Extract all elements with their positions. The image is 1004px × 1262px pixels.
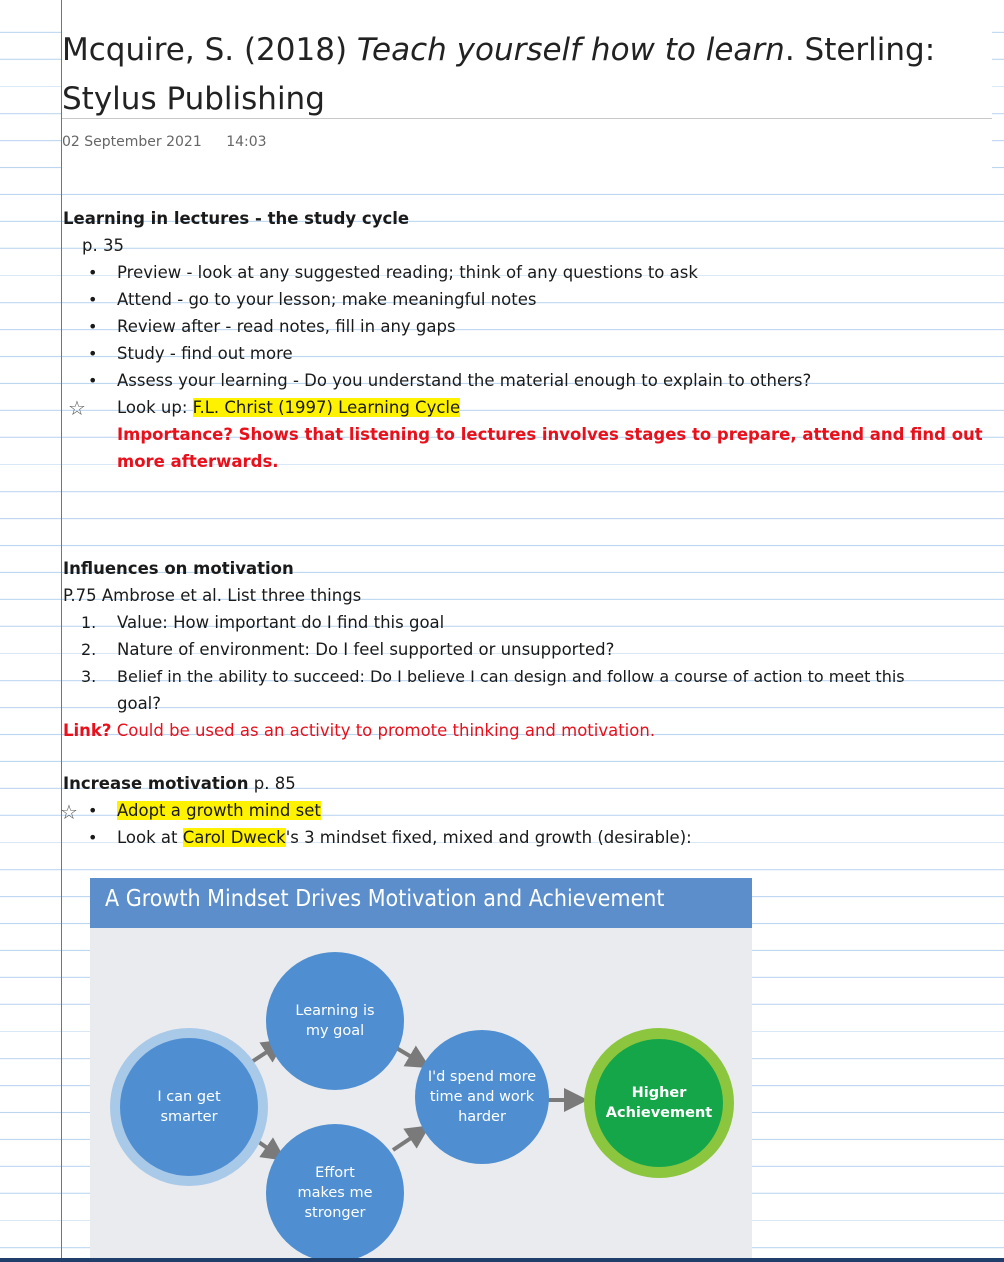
bullet-dot: • [88, 828, 98, 847]
section2-intro[interactable]: P.75 Ambrose et al. List three things [63, 586, 362, 605]
numbered-item-continuation[interactable]: goal? [117, 694, 162, 713]
bullet-dot: • [88, 344, 98, 363]
section1-page-ref[interactable]: p. 35 [82, 236, 124, 255]
bullet-dot: • [88, 801, 98, 820]
lookup-line[interactable] [117, 394, 460, 421]
title-prefix: Mcquire, S. (2018) [62, 32, 357, 68]
bullet-dot: • [88, 263, 98, 282]
list-item[interactable] [117, 824, 692, 851]
margin-line [61, 0, 62, 1262]
page-date: 02 September 2021 [62, 134, 202, 150]
page-date-time [62, 134, 287, 150]
bullet-dot: • [88, 317, 98, 336]
bullet-dot: • [88, 290, 98, 309]
list-item[interactable]: Assess your learning - Do you understand the material enough to explain to others? [117, 371, 812, 390]
dweck-suffix: 's 3 mindset fixed, mixed and growth (desirable): [285, 828, 692, 847]
node-goal: Learning is my goal [266, 952, 404, 1090]
section3-page-ref: p. 85 [248, 774, 296, 793]
list-item[interactable] [117, 797, 321, 824]
section3-heading: Increase motivation [63, 774, 249, 793]
list-number: 2. [81, 640, 97, 659]
section3-heading-line[interactable] [63, 770, 296, 797]
dweck-highlight: Carol Dweck [182, 828, 286, 847]
dweck-prefix: Look at [117, 828, 183, 847]
title-suffix: . Sterling: [784, 32, 936, 68]
numbered-item[interactable]: Value: How important do I find this goal [117, 613, 445, 632]
numbered-item[interactable]: Belief in the ability to succeed: Do I believe I can design and follow a course of action to meet this [117, 667, 905, 686]
link-text: Could be used as an activity to promote thinking and motivation. [111, 721, 656, 740]
link-note[interactable] [63, 717, 655, 744]
list-number: 3. [81, 667, 97, 686]
section2-heading[interactable]: Influences on motivation [63, 559, 294, 578]
star-tag-icon[interactable]: ☆ [60, 800, 78, 824]
bullet-dot: • [88, 371, 98, 390]
section1-heading[interactable]: Learning in lectures - the study cycle [63, 209, 410, 228]
numbered-item[interactable]: Nature of environment: Do I feel supported or unsupported? [117, 640, 615, 659]
arrow-4 [393, 1132, 420, 1150]
list-item[interactable]: Preview - look at any suggested reading; think of any questions to ask [117, 263, 698, 282]
list-number: 1. [81, 613, 97, 632]
list-item[interactable]: Study - find out more [117, 344, 293, 363]
page-time: 14:03 [226, 134, 267, 150]
title-line2: Stylus Publishing [62, 81, 325, 117]
node-effort: Effort makes me stronger [266, 1124, 404, 1262]
importance-line[interactable]: Importance? Shows that listening to lectures involves stages to prepare, attend and find out [117, 425, 983, 444]
list-item[interactable]: Review after - read notes, fill in any gaps [117, 317, 456, 336]
link-label: Link? [63, 721, 112, 740]
figure-title: A Growth Mindset Drives Motivation and Achievement [105, 886, 665, 912]
lookup-highlight: F.L. Christ (1997) Learning Cycle [192, 398, 461, 417]
page-title[interactable] [62, 26, 992, 124]
node-spend: I'd spend more time and work harder [415, 1030, 549, 1164]
list-item[interactable]: Attend - go to your lesson; make meaningful notes [117, 290, 537, 309]
growth-mindset-highlight: Adopt a growth mind set [117, 801, 321, 820]
star-tag-icon[interactable]: ☆ [68, 396, 86, 420]
node-start: I can get smarter [110, 1028, 268, 1186]
importance-line-2[interactable]: more afterwards. [117, 452, 279, 471]
bottom-bar [0, 1258, 1004, 1262]
node-achievement: Higher Achievement [584, 1028, 734, 1178]
lookup-prefix: Look up: [117, 398, 193, 417]
growth-mindset-figure[interactable] [90, 878, 752, 1262]
title-italic: Teach yourself how to learn [356, 32, 785, 68]
